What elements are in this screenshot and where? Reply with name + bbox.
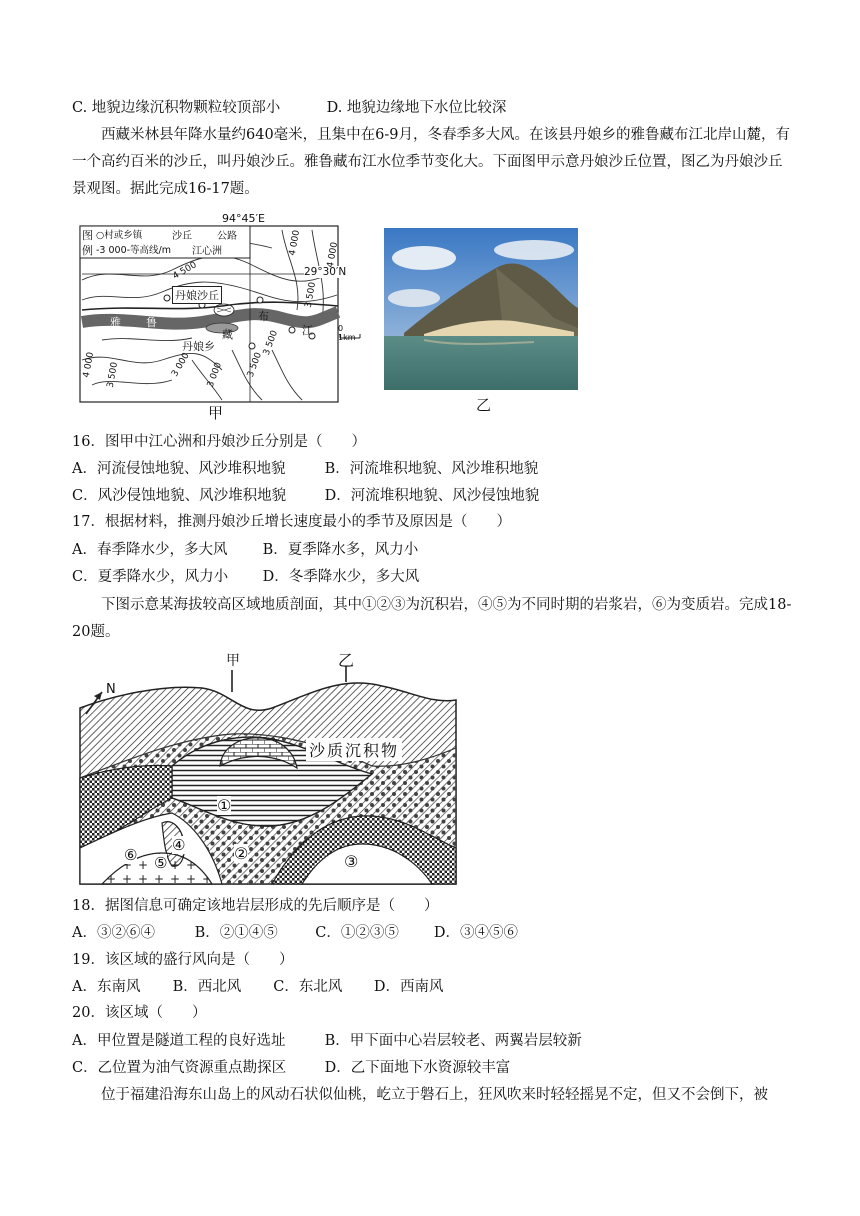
q17-options-ab: [72, 540, 418, 560]
map-town-label: 丹娘乡: [182, 340, 215, 353]
q20-option-d: D．乙下面地下水资源较丰富: [324, 1060, 511, 1076]
geologic-section-figure: [72, 648, 462, 888]
q19-stem: 19．该区域的盛行风向是（ ）: [72, 952, 294, 968]
q20-stem: 20．该区域（ ）: [72, 1005, 207, 1021]
q17-option-a: A．春季降水少，多大风: [72, 542, 228, 558]
q17-option-b: B．夏季降水多，风力小: [262, 542, 419, 558]
map-contour-8: 3 500: [245, 351, 264, 379]
prev-option-c: C. 地貌边缘沉积物颗粒较顶部小: [72, 100, 281, 116]
q20-options-ab: [72, 1031, 582, 1051]
q16-stem: 16．图甲中江心洲和丹娘沙丘分别是（ ）: [72, 434, 366, 450]
map-contour-10: 3 500: [261, 329, 280, 357]
map-legend-contour: -3 000-等高线/m: [96, 245, 172, 256]
map-contour-7: 3 000: [205, 361, 224, 389]
map-river-char-2: 鲁: [146, 316, 157, 329]
map-contour-2: 4 500: [171, 260, 199, 282]
section-num-4: ④: [172, 836, 186, 854]
section-num-2: ②: [234, 844, 249, 863]
map-dune-label: 丹娘沙丘: [172, 286, 222, 304]
map-legend-village: ○村或乡镇: [96, 230, 143, 241]
map-legend-road: 公路: [217, 231, 237, 242]
section-num-1: ①: [217, 796, 232, 815]
q18-stem: 18．据图信息可确定该地岩层形成的先后顺序是（ ）: [72, 898, 439, 914]
q19-option-d: D．西南风: [373, 979, 444, 995]
map-contour-4: 3 500: [303, 281, 319, 309]
intro-18-20: 下图示意某海拔较高区域地质剖面，其中①②③为沉积岩，④⑤为不同时期的岩浆岩，⑥为变质岩。完成18-20题。: [72, 597, 792, 640]
q18-option-d: D．③④⑤⑥: [433, 925, 518, 941]
section-north-label: N: [106, 682, 116, 697]
map-lon-label: 94°45′E: [222, 212, 265, 225]
q16-options-cd: [72, 486, 539, 506]
q16-option-c: C．风沙侵蚀地貌、风沙堆积地貌: [72, 488, 287, 504]
map-legend-title-a: 图: [82, 229, 93, 242]
map-legend-title-b: 例: [82, 244, 93, 257]
map-river-char-1: 雅: [110, 316, 121, 329]
map-contour-9: 4 000: [81, 351, 97, 379]
map-river-char-4: 布: [258, 310, 269, 323]
prev-options-line: [72, 98, 506, 118]
map-legend-island: 江心洲: [192, 246, 222, 257]
map-caption: 甲: [208, 404, 224, 422]
q16-option-a: A．河流侵蚀地貌、风沙堆积地貌: [72, 461, 286, 477]
q20-option-a: A．甲位置是隧道工程的良好选址: [72, 1033, 286, 1049]
intro-16-17: 西藏米林县年降水量约640毫米，且集中在6-9月，冬春季多大风。在该县丹娘乡的雅鲁藏布江北岸山麓，有一个高约百米的沙丘，叫丹娘沙丘。雅鲁藏布江水位季节变化大。下面图甲示意丹娘沙丘位置，图乙为丹娘沙丘景观图。据此完成16-17题。: [72, 127, 791, 197]
q18-option-b: B．②①④⑤: [194, 925, 278, 941]
map-contour-6: 3 500: [105, 361, 121, 389]
map-river-char-5: 江: [302, 324, 313, 337]
intro-next: 位于福建沿海东山岛上的风动石状似仙桃，屹立于磐石上，狂风吹来时轻轻摇晃不定，但又不会倒下，被: [101, 1087, 768, 1103]
dune-photo: [384, 228, 578, 390]
q19-option-a: A．东南风: [72, 979, 141, 995]
prev-option-d: D. 地貌边缘地下水位比较深: [326, 100, 507, 116]
q20-option-c: C．乙位置为油气资源重点勘探区: [72, 1060, 287, 1076]
q17-option-d: D．冬季降水少，多大风: [262, 569, 420, 585]
section-num-6: ⑥: [124, 846, 138, 864]
q16-options-ab: [72, 459, 538, 479]
q20-option-b: B．甲下面中心岩层较老、两翼岩层较新: [324, 1033, 582, 1049]
q20-options-cd: [72, 1058, 510, 1078]
map-lat-label: 29°30′N: [304, 266, 347, 278]
map-scale: 0 1km: [338, 324, 356, 342]
q18-option-c: C．①②③⑤: [315, 925, 399, 941]
q16-option-d: D．河流堆积地貌、风沙侵蚀地貌: [324, 488, 540, 504]
q18-options: [72, 923, 518, 943]
map-legend-dune: 沙丘: [172, 231, 192, 242]
q17-options-cd: [72, 567, 419, 587]
section-num-3: ③: [344, 852, 359, 871]
map-river-char-3: 藏: [222, 328, 233, 341]
section-sand-label: 沙质沉积物: [306, 738, 402, 761]
q18-option-a: A．③②⑥④: [72, 925, 155, 941]
section-label-jia: 甲: [226, 653, 240, 669]
q19-options: [72, 977, 443, 997]
q19-option-c: C．东北风: [273, 979, 343, 995]
map-figure: [72, 210, 362, 420]
map-contour-3: 4 000: [325, 241, 341, 269]
map-contour-5: 3 000: [170, 351, 192, 379]
q19-option-b: B．西北风: [172, 979, 242, 995]
q17-option-c: C．夏季降水少，风力小: [72, 569, 229, 585]
photo-caption: 乙: [476, 396, 492, 414]
q17-stem: 17．根据材料，推测丹娘沙丘增长速度最小的季节及原因是（ ）: [72, 514, 511, 530]
photo-figure: [384, 228, 578, 416]
map-contour-1: 4 000: [287, 229, 303, 257]
section-label-yi: 乙: [338, 651, 355, 670]
q16-option-b: B．河流堆积地貌、风沙堆积地貌: [324, 461, 539, 477]
section-num-5: ⑤: [154, 854, 168, 872]
